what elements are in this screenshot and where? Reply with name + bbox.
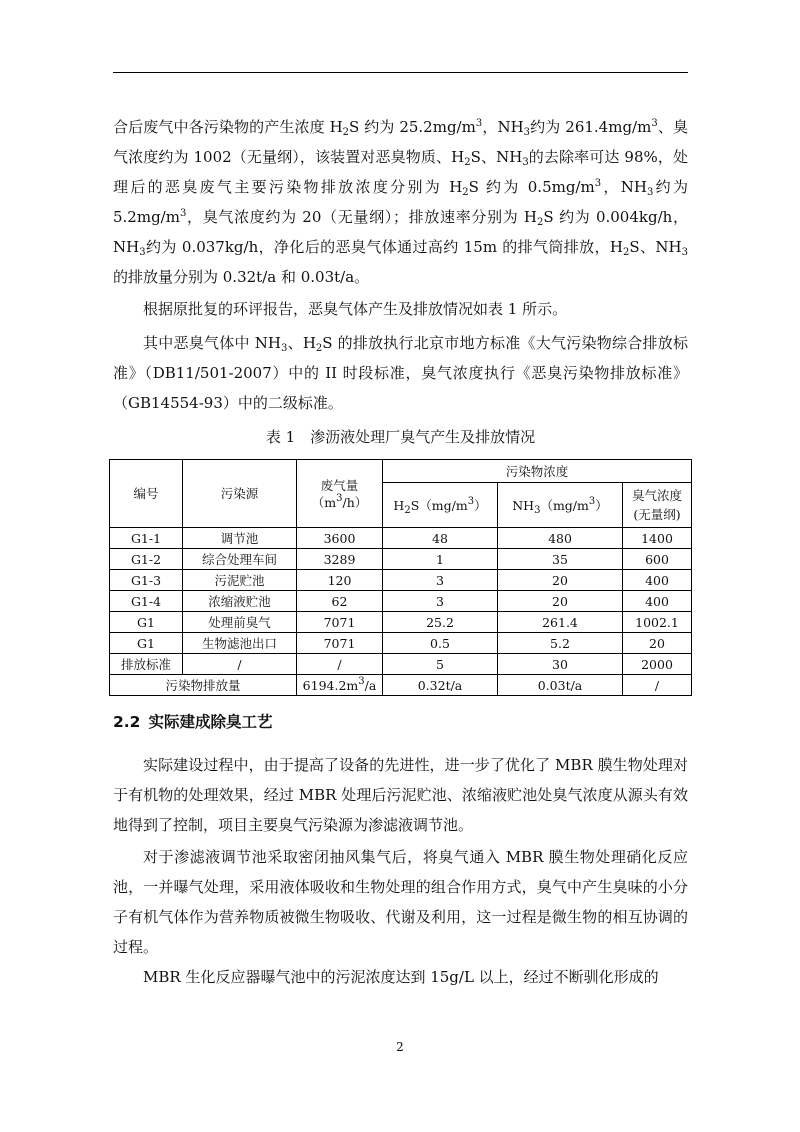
cell-nh3: 20 <box>498 591 623 612</box>
header-concentration-group: 污染物浓度 <box>383 460 692 483</box>
cell-total-h2s: 0.32t/a <box>383 675 498 696</box>
header-nh3: $NH_3(mg/m^3)$ <box>498 483 623 528</box>
cell-odor: 1002.1 <box>623 612 692 633</box>
cell-h2s: 3 <box>383 591 498 612</box>
table-total-row <box>110 675 692 696</box>
paragraph-adjustment-pool: 对于渗滤液调节池采取密闭抽风集气后，将臭气通入 MBR 膜生物处理硝化反应池，一并曝气处理，采用液体吸收和生物处理的组合作用方式，臭气中产生臭味的小分子有机气体作为营养物质被微生物吸收、代谢及利用，这一过程是微生物的相互协调的过程。 <box>113 848 688 956</box>
cell-id: G1 <box>110 633 183 654</box>
table-row <box>110 612 692 633</box>
cell-id: 排放标准 <box>110 654 183 675</box>
page-number: 2 <box>396 1040 404 1054</box>
cell-h2s: 1 <box>383 549 498 570</box>
cell-id: G1-4 <box>110 591 183 612</box>
cell-odor: 1400 <box>623 528 692 549</box>
cell-h2s: 0.5 <box>383 633 498 654</box>
cell-source: 浓缩液贮池 <box>183 591 297 612</box>
paragraph-table-intro: 根据原批复的环评报告，恶臭气体产生及排放情况如表 1 所示。 <box>143 300 568 318</box>
table-row <box>110 549 692 570</box>
cell-odor: 20 <box>623 633 692 654</box>
cell-flow: 3600 <box>297 528 383 549</box>
cell-nh3: 35 <box>498 549 623 570</box>
cell-flow: 7071 <box>297 612 383 633</box>
paragraph-mbr: MBR 生化反应器曝气池中的污泥浓度达到 15g/L 以上，经过不断驯化形成的 <box>143 968 659 986</box>
table-row <box>110 570 692 591</box>
cell-flow: 120 <box>297 570 383 591</box>
cell-flow: 62 <box>297 591 383 612</box>
cell-h2s: 25.2 <box>383 612 498 633</box>
cell-id: G1-2 <box>110 549 183 570</box>
cell-source: 调节池 <box>183 528 297 549</box>
cell-nh3: 480 <box>498 528 623 549</box>
cell-total-odor: / <box>623 675 692 696</box>
emission-table <box>109 459 692 696</box>
cell-id: G1 <box>110 612 183 633</box>
table-header-row <box>110 460 692 483</box>
cell-flow: 3289 <box>297 549 383 570</box>
cell-h2s: 48 <box>383 528 498 549</box>
header-flow: 废气量 $(m^3/h)$ <box>297 460 383 528</box>
table-row <box>110 654 692 675</box>
section-heading <box>113 710 272 732</box>
cell-total-label: 污染物排放量 <box>110 675 297 696</box>
cell-id: G1-1 <box>110 528 183 549</box>
section-title: 实际建成除臭工艺 <box>148 713 273 731</box>
paragraph-emission-details: 合后废气中各污染物的产生浓度 $H_2S$ 约为 $25.2mg/m^3$，$NH_3$约为 $261.4mg/m^3$、臭气浓度约为 1002（无量纲），该装置对恶臭物质、$H_2S$、$NH_3$的去除率可达 98%，处理后的恶臭废气主要污染物排放浓度分别为 $H_2S$ 约为 $0.5mg/m^3$，$NH_3$约为 $5.2mg/m^3$，臭气浓度约为 20（无量纲）；排放速率分别为 $H_2S$ 约为 0.004kg/h，$NH_3$约为 0.037kg/h，净化后的恶臭气体通过高约 15m 的排气筒排放，$H_2S$、$NH_3$的排放量分别为 0.32t/a 和 0.03t/a。 <box>113 118 689 286</box>
table-row <box>110 633 692 654</box>
cell-flow: / <box>297 654 383 675</box>
cell-nh3: 5.2 <box>498 633 623 654</box>
cell-source: 综合处理车间 <box>183 549 297 570</box>
cell-source: 生物滤池出口 <box>183 633 297 654</box>
cell-odor: 400 <box>623 591 692 612</box>
cell-nh3: 261.4 <box>498 612 623 633</box>
cell-nh3: 30 <box>498 654 623 675</box>
cell-flow: 7071 <box>297 633 383 654</box>
section-number: 2.2 <box>113 713 141 731</box>
cell-h2s: 3 <box>383 570 498 591</box>
header-rule <box>113 72 688 73</box>
cell-id: G1-3 <box>110 570 183 591</box>
header-odor: 臭气浓度 (无量纲) <box>623 483 692 528</box>
paragraph-standards: 其中恶臭气体中 $NH_3$、$H_2S$ 的排放执行北京市地方标准《大气污染物综合排放标准》（DB11/501-2007）中的 II 时段标准，臭气浓度执行《恶臭污染物排放标准》（GB14554-93）中的二级标准。 <box>113 334 688 412</box>
table-row <box>110 591 692 612</box>
cell-total-nh3: 0.03t/a <box>498 675 623 696</box>
cell-h2s: 5 <box>383 654 498 675</box>
header-source: 污染源 <box>183 460 297 528</box>
table-caption: 表 1 渗沥液处理厂臭气产生及排放情况 <box>265 428 536 446</box>
header-id: 编号 <box>110 460 183 528</box>
cell-odor: 600 <box>623 549 692 570</box>
cell-odor: 2000 <box>623 654 692 675</box>
cell-source: / <box>183 654 297 675</box>
cell-source: 污泥贮池 <box>183 570 297 591</box>
cell-total-flow: $6194.2m^3/a$ <box>297 675 383 696</box>
paragraph-actual-process: 实际建设过程中，由于提高了设备的先进性，进一步了优化了 MBR 膜生物处理对于有机物的处理效果，经过 MBR 处理后污泥贮池、浓缩液贮池处臭气浓度从源头有效地得到了控制，项目主要臭气污染源为渗滤液调节池。 <box>113 756 688 834</box>
cell-source: 处理前臭气 <box>183 612 297 633</box>
header-h2s: $H_2S(mg/m^3)$ <box>383 483 498 528</box>
cell-nh3: 20 <box>498 570 623 591</box>
table-row <box>110 528 692 549</box>
cell-odor: 400 <box>623 570 692 591</box>
